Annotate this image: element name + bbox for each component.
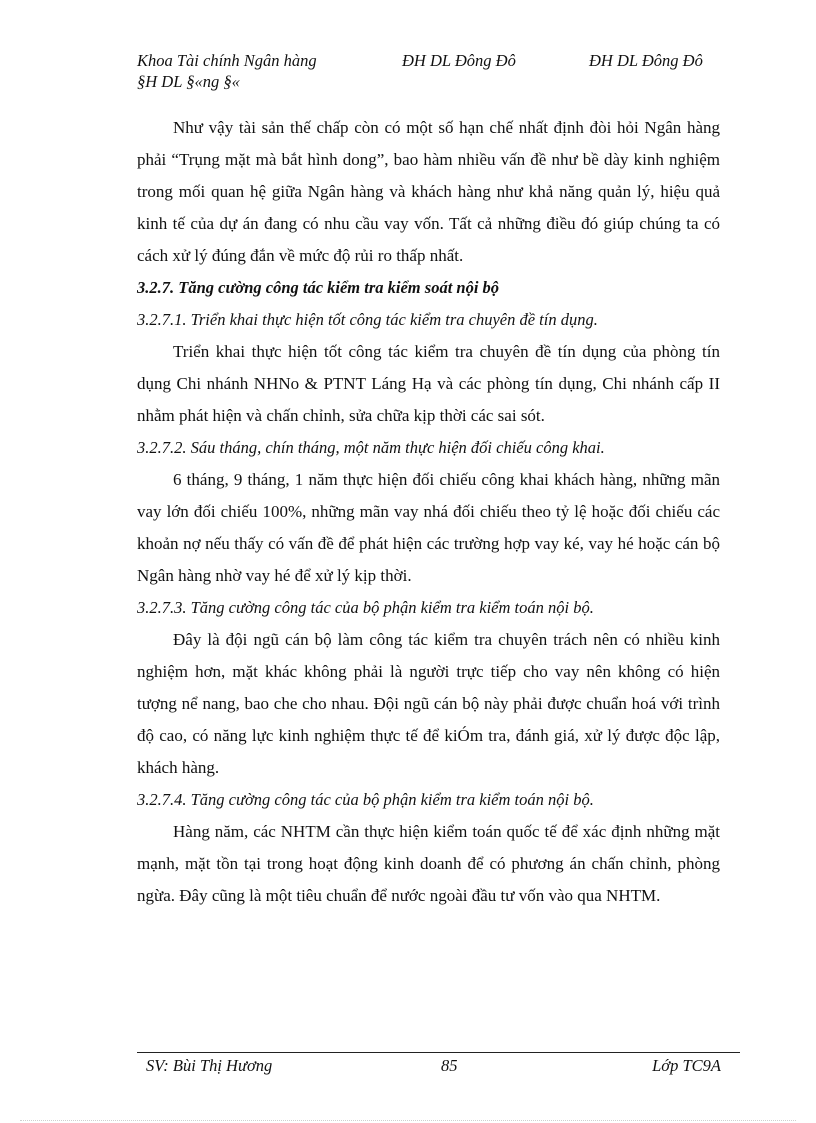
subsection-heading-3: 3.2.7.3. Tăng cường công tác của bộ phận kiểm tra kiểm toán nội bộ. <box>137 598 594 617</box>
header-row <box>137 50 737 71</box>
header-faculty: Khoa Tài chính Ngân hàng <box>137 51 317 70</box>
page-footer <box>146 1055 721 1077</box>
footer-divider <box>137 1052 740 1053</box>
page-edge-dotted-line <box>20 1120 796 1121</box>
header-row-garbled <box>137 71 737 92</box>
header-university: ĐH DL Đông Đô <box>402 51 516 70</box>
section-heading: 3.2.7. Tăng cường công tác kiểm tra kiểm soát nội bộ <box>137 278 500 297</box>
document-body <box>137 112 720 912</box>
footer-class-name: Lớp TC9A <box>652 1056 721 1075</box>
paragraph-intro: Như vậy tài sản thế chấp còn có một số hạn chế nhất định đòi hỏi Ngân hàng phải “Trụng mặt mà bắt hình dong”, bao hàm nhiều vấn đề như bề dày kinh nghiệm trong mối quan hệ giữa Ngân hàng và khách hàng như khả năng quản lý, hiệu quả kinh tế của dự án đang có nhu cầu vay vốn. Tất cả những điều đó giúp chúng ta có cách xử lý đúng đắn về mức độ rủi ro thấp nhất. <box>137 118 720 265</box>
paragraph-subsection-3: Đây là đội ngũ cán bộ làm công tác kiểm tra chuyên trách nên có nhiều kinh nghiệm hơn, mặt khác không phải là người trực tiếp cho vay nên không có hiện tượng nể nang, bao che cho nhau. Đội ngũ cán bộ này phải được chuẩn hoá với trình độ cao, có năng lực kinh nghiệm thực tế để kiÓm tra, đánh giá, xử lý được độc lập, khách hàng. <box>137 630 720 777</box>
footer-student-name: SV: Bùi Thị Hương <box>146 1056 273 1075</box>
footer-page-number: 85 <box>441 1056 458 1075</box>
header-garbled-text: §H DL §«ng §« <box>137 72 240 91</box>
page-header <box>137 50 737 92</box>
paragraph-subsection-4: Hàng năm, các NHTM cần thực hiện kiểm toán quốc tế để xác định những mặt mạnh, mặt tồn tại trong hoạt động kinh doanh để có phương án chấn chỉnh, phòng ngừa. Đây cũng là một tiêu chuẩn để nước ngoài đầu tư vốn vào qua NHTM. <box>137 822 720 905</box>
subsection-heading-2: 3.2.7.2. Sáu tháng, chín tháng, một năm thực hiện đối chiếu công khai. <box>137 438 605 457</box>
subsection-heading-4: 3.2.7.4. Tăng cường công tác của bộ phận kiểm tra kiểm toán nội bộ. <box>137 790 594 809</box>
subsection-heading-1: 3.2.7.1. Triển khai thực hiện tốt công tác kiểm tra chuyên đề tín dụng. <box>137 310 598 329</box>
paragraph-subsection-1: Triển khai thực hiện tốt công tác kiểm tra chuyên đề tín dụng của phòng tín dụng Chi nhánh NHNo & PTNT Láng Hạ và các phòng tín dụng, Chi nhánh cấp II nhằm phát hiện và chấn chỉnh, sửa chữa kịp thời các sai sót. <box>137 342 720 425</box>
paragraph-subsection-2: 6 tháng, 9 tháng, 1 năm thực hiện đối chiếu công khai khách hàng, những mãn vay lớn đối chiếu 100%, những mãn vay nhá đối chiếu theo tỷ lệ hoặc đối chiếu các khoản nợ nếu thấy có vấn đề để phát hiện các trường hợp vay ké, vay hé hoặc cán bộ Ngân hàng nhờ vay hé để xử lý kịp thời. <box>137 470 720 585</box>
header-university-repeat: ĐH DL Đông Đô <box>589 51 703 70</box>
